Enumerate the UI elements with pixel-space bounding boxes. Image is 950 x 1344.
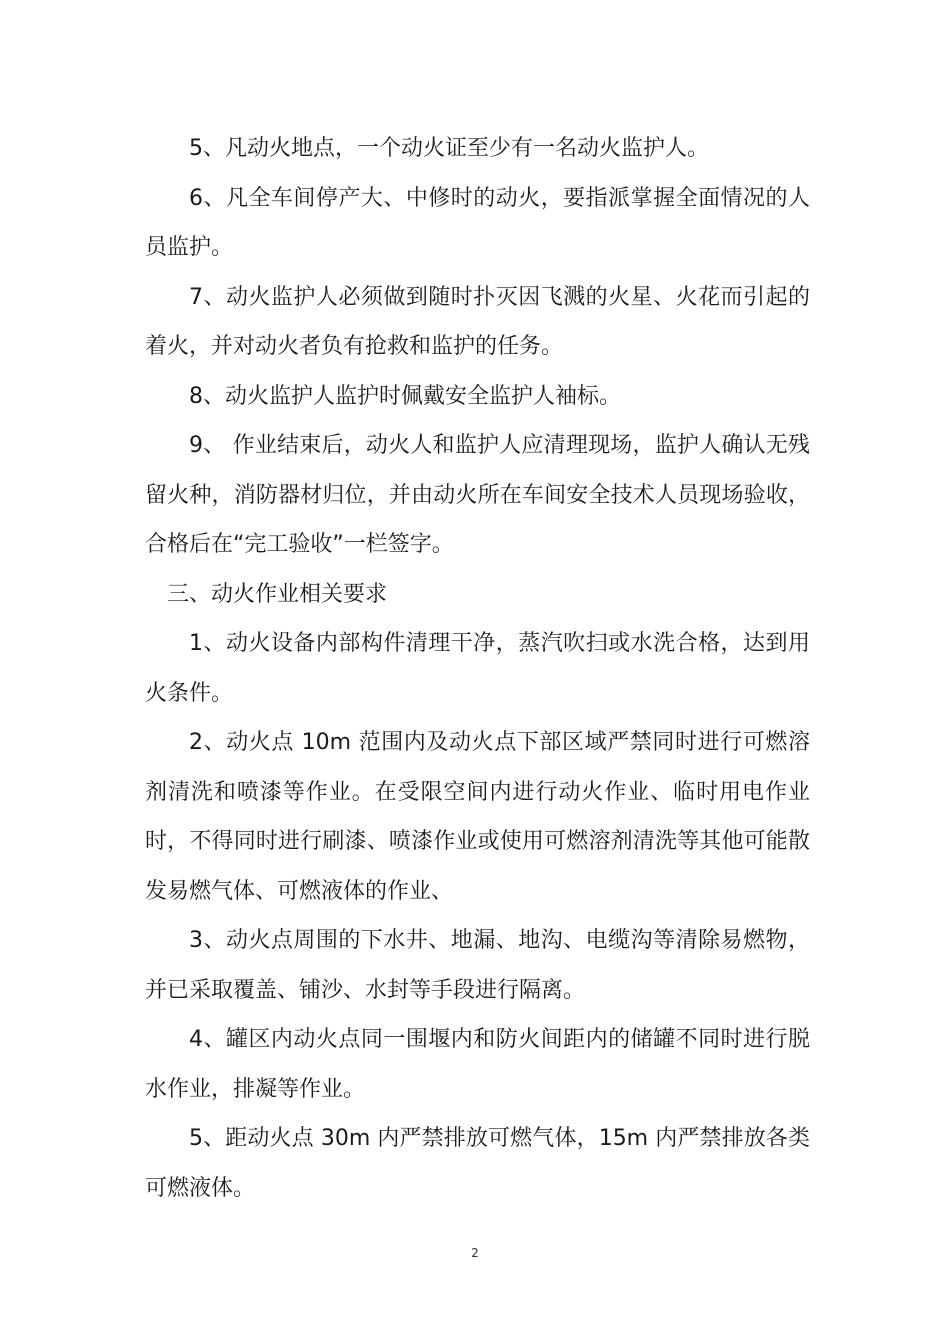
requirement-item-2: 2、动火点 10m 范围内及动火点下部区域严禁同时进行可燃溶剂清洗和喷漆等作业。在受限空间内进行动火作业、临时用电作业时，不得同时进行刷漆、喷漆作业或使用可燃溶剂清洗等其他可能散发易燃气体、可燃液体的作业、 — [145, 730, 810, 904]
paragraph-item-6: 6、凡全车间停产大、中修时的动火，要指派掌握全面情况的人员监护。 — [145, 185, 810, 260]
requirement-item-1: 1、动火设备内部构件清理干净，蒸汽吹扫或水洗合格，达到用火条件。 — [145, 631, 810, 706]
paragraph-item-5: 5、凡动火地点，一个动火证至少有一名动火监护人。 — [189, 136, 709, 161]
document-body — [145, 124, 810, 1213]
requirement-item-4: 4、罐区内动火点同一围堰内和防火间距内的储罐不同时进行脱水作业，排凝等作业。 — [145, 1027, 810, 1102]
paragraph-item-9: 9、 作业结束后，动火人和监护人应清理现场，监护人确认无残留火种，消防器材归位，并由动火所在车间安全技术人员现场验收，合格后在“完工验收”一栏签字。 — [145, 433, 810, 557]
requirement-item-3: 3、动火点周围的下水井、地漏、地沟、电缆沟等清除易燃物，并已采取覆盖、铺沙、水封等手段进行隔离。 — [145, 928, 810, 1003]
requirement-item-5: 5、距动火点 30m 内严禁排放可燃气体，15m 内严禁排放各类可燃液体。 — [145, 1126, 810, 1201]
paragraph-item-8: 8、动火监护人监护时佩戴安全监护人袖标。 — [189, 383, 621, 409]
paragraph-item-7: 7、动火监护人必须做到随时扑灭因飞溅的火星、火花而引起的着火，并对动火者负有抢救和监护的任务。 — [145, 284, 810, 359]
section-heading: 三、动火作业相关要求 — [167, 581, 388, 607]
page-number: 2 — [471, 1246, 479, 1260]
